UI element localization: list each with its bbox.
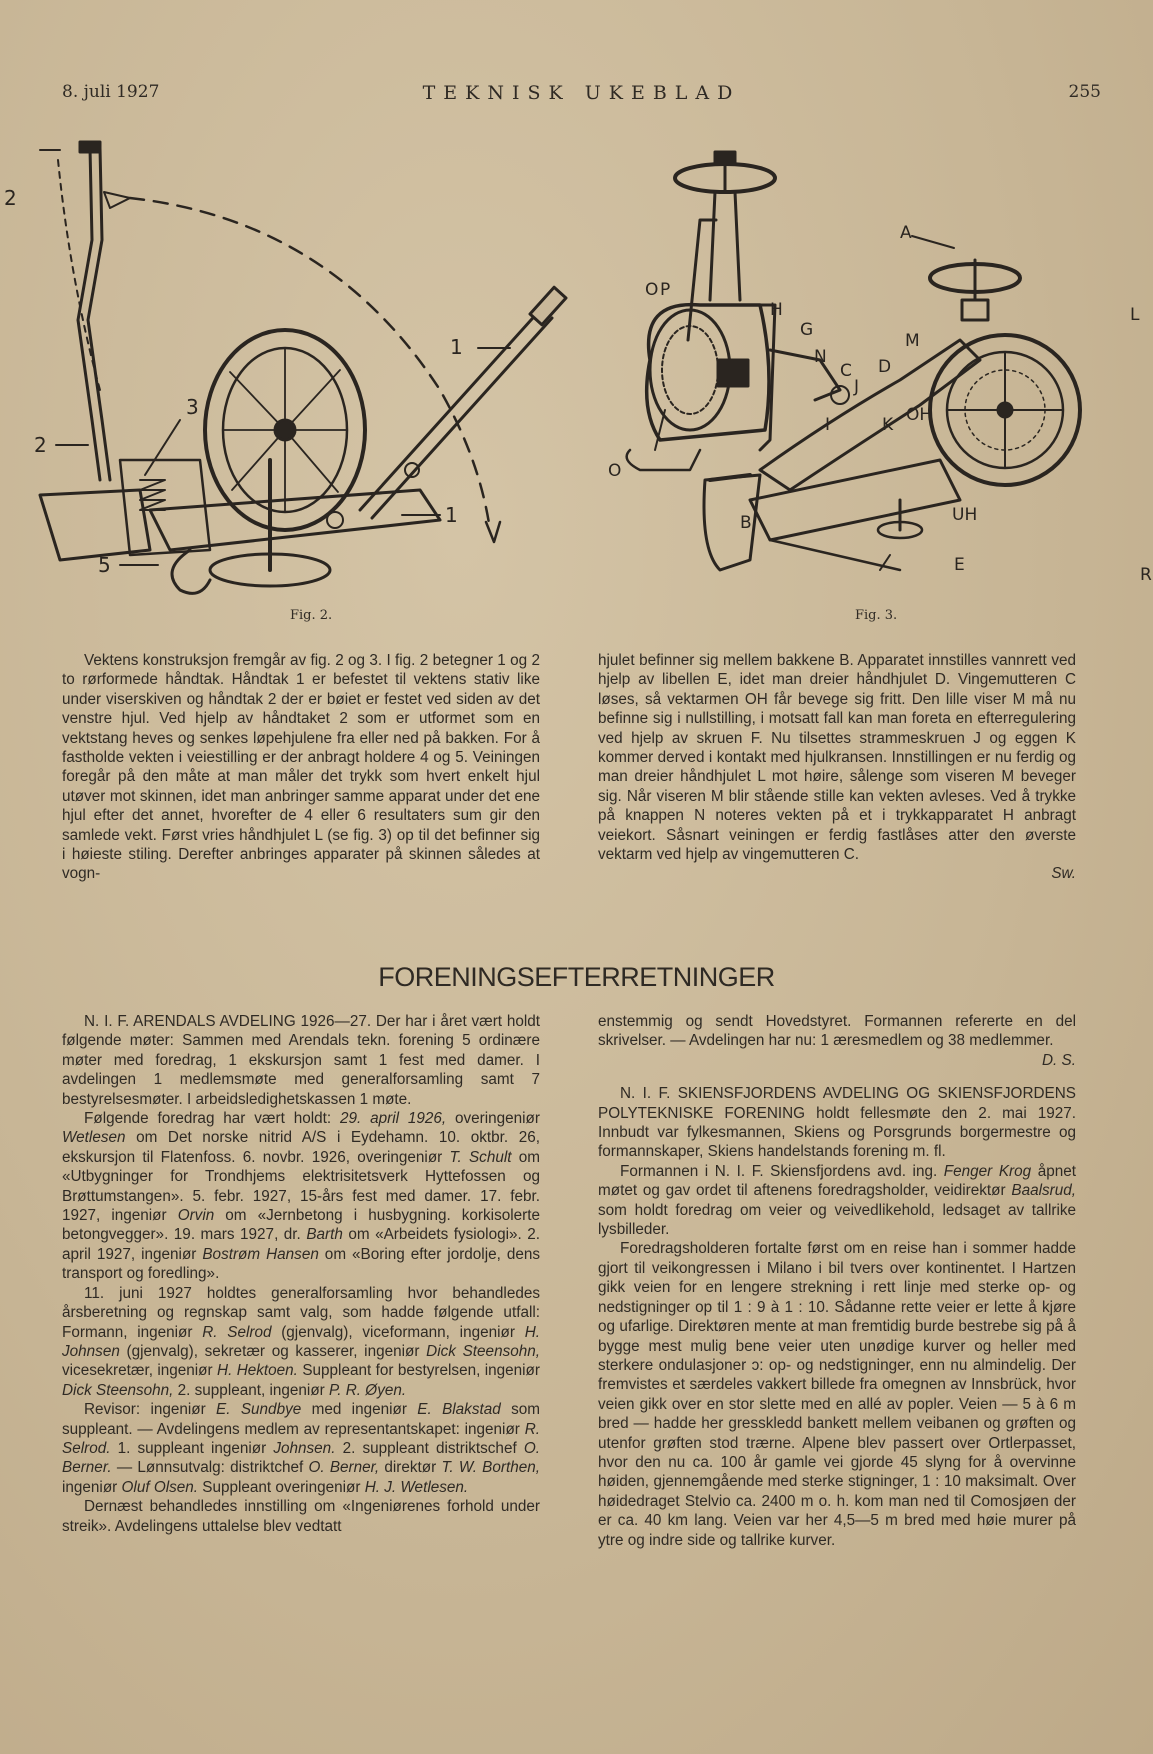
fig3-label: G	[800, 320, 814, 340]
report-paragraph: N. I. F. SKIENSFJORDENS AVDELING OG SKIENSFJORDENS POLYTEKNISKE FORENING holdt fellesmøte den 2. mai 1927. Innbudt var fylkesmannen, Skiens og Porsgrunds borgermestre og formannskaper, Skiens handelstands forening m. fl.	[598, 1085, 1076, 1161]
figure-3-caption: Fig. 3.	[855, 608, 898, 623]
fig3-label: J	[854, 377, 860, 397]
fig3-label: C	[840, 361, 852, 381]
fig3-label: H	[770, 300, 783, 320]
report-paragraph: Følgende foredrag har vært holdt: 29. april 1926, overingeniør Wetlesen om Det norske nitrid A/S i Eydehamn. 10. oktbr. 26, ekskursjon til Flatenfoss. 6. novbr. 1926, overingeniør T. Schult om «Utbygninger for Trondhjems elektrisitetsverk Hyttefossen og Brøttumstangen». 5. febr. 1927, 15-års fest med damer. 17. febr. 1927, ingeniør Orvin om «Jernbetong i husbygning. korkisolerte betongvegger». 19. mars 1927, dr. Barth om «Arbeidets fysiologi». 2. april 1927, ingeniør Bostrøm Hansen om «Boring efter jordolje, dens transport og foredling».	[62, 1110, 541, 1283]
journal-title: TEKNISK UKEBLAD	[422, 82, 741, 104]
figure-2	[0, 130, 590, 623]
report-paragraph: Foredragsholderen fortalte først om en reise han i sommer hadde gjort til veikongressen i Milano i bil tvers over kontinentet. I Hartzen gikk veien for en lengere strekning i rett linje med sterke op- og nedstigninger op til 1 : 9 à 1 : 10. Sådanne rette veier er lette å kjøre og ufarlige. Direktøren mente at man fremtidig burde bestrebe sig på å bygge mest mulig bene veier uten unødige kurver og heller med sterkere ondulasjoner ɔ: op- og nedstigninger, enn nu almindelig. Der fremvistes et særdeles vakkert billede fra omegnen av Innsbrück, hvor veien gikk over en stor slette med en allé av popler. Veien — 5 à 6 m bred — hadde her gresskledd bankett mellem veibanen og grøften og utenfor grøften stod trærne. Alpene blev passert over Ortlerpasset, hvor den nu ca. 100 år gamle vei gjorde 45 slyng for å overvinne høiden, gjennemgående med sterke stigninger, 1 : 10 maksimalt. Over høidedraget Stelvio ca. 2400 m o. h. kom man ned til Comosjøen der er ca. 40 km lang. Veien var her 4,5—5 m bred med høie murer på ytre og indre side og tallrike kurver.	[598, 1240, 1076, 1549]
report-paragraph: enstemmig og sendt Hovedstyret. Formannen refererte en del skrivelser. — Avdelingen har nu: 1 æresmedlem og 38 medlemmer.	[598, 1013, 1076, 1050]
figure-2-illustration	[0, 130, 590, 600]
figure-2-caption: Fig. 2.	[290, 608, 333, 623]
fig3-label: O	[608, 461, 622, 481]
fig3-label: O	[645, 280, 659, 300]
fig3-label: R	[1140, 565, 1152, 585]
fig2-label: 5	[98, 553, 111, 577]
article-column-right	[598, 651, 1076, 884]
fig3-label: E	[954, 555, 965, 575]
article-column-left	[62, 651, 540, 884]
fig3-label: B	[740, 513, 752, 533]
fig2-label: 2	[4, 186, 17, 210]
fig2-label: 1	[445, 503, 458, 527]
fig3-label: OH	[906, 405, 933, 425]
fig3-label: P	[660, 280, 671, 300]
report-paragraph: 11. juni 1927 holdtes generalforsamling hvor behandledes årsberetning og regnskap samt valg, som hadde følgende utfall: Formann, ingeniør R. Selrod (gjenvalg), viceformann, ingeniør H. Johnsen (gjenvalg), sekretær og kasserer, ingeniør Dick Steensohn, vicesekretær, ingeniør H. Hektoen. Suppleant for bestyrelsen, ingeniør Dick Steensohn, 2. suppleant, ingeniør P. R. Øyen.	[62, 1284, 540, 1399]
report-paragraph: Dernæst behandledes innstilling om «Ingeniørenes forhold under streik». Avdelingens uttalelse blev vedtatt	[62, 1498, 540, 1535]
fig2-label: 2	[34, 433, 47, 457]
fig2-label: 3	[186, 395, 199, 419]
fig3-label: A	[900, 223, 912, 243]
fig2-label: 1	[450, 335, 463, 359]
article-paragraph: Vektens konstruksjon fremgår av fig. 2 og 3. I fig. 2 betegner 1 og 2 to rørformede håndtak. Håndtak 1 er befestet til vektens stativ like under viserskiven og håndtak 2 der er bøiet er festet ved siden av det venstre hjul. Ved hjelp av håndtaket 2 som er utformet som en vektstang heves og senkes løpehjulene fra eller ned på bakken. For å fastholde vekten i veiestilling er der anbragt holdere 4 og 5. Veiningen foregår på den måte at man måler det trykk som hvert enkelt hjul utøver mot skinnen, idet man anbringer samme apparat under det ene hjul efter det annet, hvorefter de 4 eller 6 resultaters sum gir den samlede vekt. Først vries håndhjulet L (se fig. 3) op til det befinner sig i høieste stiling. Derefter anbringes apparater på skinnen således at vogn-	[62, 652, 540, 883]
fig3-label: N	[814, 347, 827, 367]
report-paragraph: Formannen i N. I. F. Skiensfjordens avd. ing. Fenger Krog åpnet møtet og gav ordet til aftenens foredragsholder, veidirektør Baalsrud, som holdt foredrag om veier og veivedlikehold, ledsaget av tallrike lysbilleder.	[598, 1162, 1077, 1239]
section-heading: FORENINGSEFTERRETNINGER	[378, 962, 775, 992]
article-paragraph: hjulet befinner sig mellem bakkene B. Apparatet innstilles vannrett ved hjelp av libellen E, idet man dreier håndhjulet D. Vingemutteren C løses, så vektarmen OH får bevege sig fritt. Den lille viser M må nu befinne sig i nullstilling, i motsatt fall kan man foreta en efterregulering ved hjelp av skruen F. Nu tilsettes strammeskruen J og eggen K kommer derved i kontakt med hjulkransen. Innstillingen er nu ferdig og man dreier håndhjulet L mot høire, sålenge som viseren M beveger sig. Når viseren M blir stående stille kan vekten avleses. Ved å trykke på knappen N noteres vekten på et i trykkapparatet H anbragt veiekort. Såsnart veiningen er ferdig fastlåses atter den øverste vektarm ved hjelp av vingemutteren C.	[598, 652, 1076, 864]
fig3-label: UH	[952, 505, 978, 525]
figure-3	[600, 130, 1153, 623]
report-paragraph: Revisor: ingeniør E. Sundbye med ingeniør E. Blakstad som suppleant. — Avdelingens medlem av representantskapet: ingeniør R. Selrod. 1. suppleant ingeniør Johnsen. 2. suppleant distriktschef O. Berner. — Lønnsutvalg: distriktchef O. Berner, direktør T. W. Borthen, ingeniør Oluf Olsen. Suppleant overingeniør H. J. Wetlesen.	[62, 1401, 541, 1496]
figure-3-illustration	[600, 130, 1153, 600]
article-signature: Sw.	[1051, 865, 1076, 883]
report-signature: D. S.	[1042, 1051, 1076, 1069]
issue-date: 8. juli 1927	[62, 82, 160, 102]
page-header	[62, 82, 1101, 106]
fig3-label: D	[878, 357, 892, 377]
fig3-label: I	[825, 415, 831, 435]
fig3-label: M	[905, 331, 920, 351]
fig3-label: L	[1130, 305, 1140, 325]
fig3-label: K	[882, 415, 894, 435]
skien-report	[598, 1012, 1076, 1550]
report-paragraph: N. I. F. ARENDALS AVDELING 1926—27. Der har i året vært holdt følgende møter: Sammen med Arendals tekn. forening 5 ordinære møter med foredrag, 1 ekskursjon samt 1 fest med damer. I avdelingen 1 medlemsmøte med generalforsamling samt 7 bestyrelsesmøter. I arbeidsledighetskassen 1 møte.	[62, 1013, 540, 1108]
arendal-report	[62, 1012, 540, 1536]
page-number: 255	[1068, 82, 1101, 102]
